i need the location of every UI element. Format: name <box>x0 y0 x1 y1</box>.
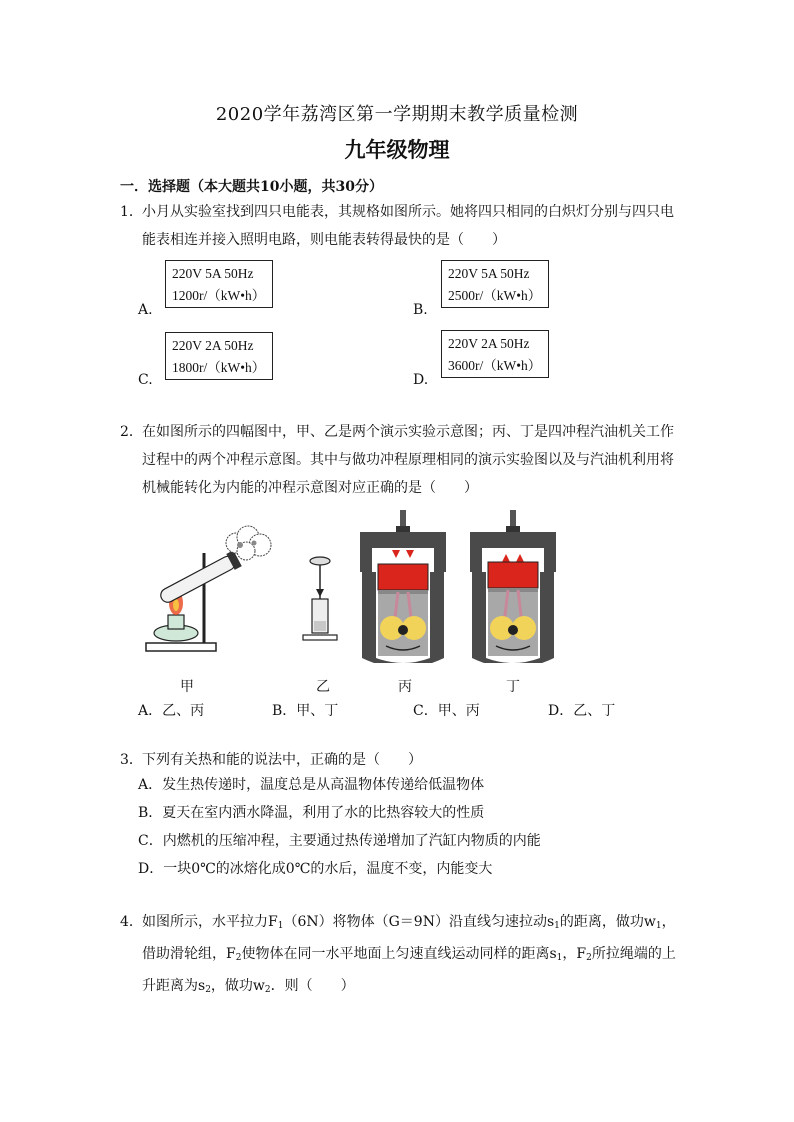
option-letter-a: A. <box>138 302 153 318</box>
figure-jia-cloud <box>218 523 278 563</box>
option-letter-d: D. <box>413 372 429 388</box>
answer-option-a: A．乙、丙 <box>138 703 205 719</box>
option-letter-c: C. <box>138 372 153 388</box>
meter-rating: 220V 5A 50Hz <box>172 266 254 281</box>
exam-subtitle: 九年级物理 <box>344 137 450 162</box>
meter-rating: 220V 2A 50Hz <box>448 336 530 351</box>
meter-rating: 220V 2A 50Hz <box>172 338 254 353</box>
meter-constant: 3600r/（kW•h） <box>448 358 542 373</box>
question-text: 机械能转化为内能的冲程示意图对应正确的是（ ） <box>142 480 478 496</box>
question-number: 2． <box>120 424 143 440</box>
meter-constant: 2500r/（kW•h） <box>448 288 542 303</box>
figure-bing-engine <box>356 508 451 663</box>
question-2 <box>120 418 680 502</box>
meter-constant: 1200r/（kW•h） <box>172 288 266 303</box>
choice-d: D．一块0℃的冰熔化成0℃的水后，温度不变，内能变大 <box>138 861 493 877</box>
answer-option-b: B．甲、丁 <box>272 703 339 719</box>
question-text: 过程中的两个冲程示意图。其中与做功冲程原理相同的演示实验图以及与汽油机利用将 <box>142 452 674 468</box>
figure-yi-compressor <box>295 555 345 645</box>
q4-text: 2 <box>586 953 592 963</box>
q4-text: 1 <box>554 921 560 931</box>
q4-text: 借助滑轮组，F <box>142 946 236 962</box>
question-text: 能表相连并接入照明电路，则电能表转得最快的是（ ） <box>142 232 506 248</box>
q4-text: 1 <box>556 953 563 963</box>
figure-ding-engine <box>466 508 561 663</box>
q4-text: 1 <box>277 921 284 931</box>
question-4 <box>120 908 680 1004</box>
section-heading: 一．选择题（本大题共10小题，共30分） <box>120 179 383 195</box>
answer-option-d: D．乙、丁 <box>548 703 616 719</box>
choice-b: B．夏天在室内洒水降温，利用了水的比热容较大的性质 <box>138 805 485 821</box>
choice-a: A．发生热传递时，温度总是从高温物体传递给低温物体 <box>138 777 485 793</box>
q4-text: （6N）将物体（G＝9N）沿直线匀速拉动s <box>283 914 555 930</box>
q4-text: 2 <box>205 985 211 995</box>
q4-text: ，做功w <box>210 978 265 994</box>
choice-c: C．内燃机的压缩冲程，主要通过热传递增加了汽缸内物质的内能 <box>138 833 541 849</box>
q4-text: ．则（ ） <box>270 978 355 994</box>
q4-text: 升距离为s <box>142 978 206 994</box>
question-text: 下列有关热和能的说法中，正确的是（ ） <box>142 752 422 768</box>
exam-title: 2020学年荔湾区第一学期期末教学质量检测 <box>215 104 579 125</box>
question-1 <box>120 198 680 254</box>
question-text: 小月从实验室找到四只电能表，其规格如图所示。她将四只相同的白炽灯分别与四只电 <box>142 204 674 220</box>
q4-text: 2 <box>235 953 242 963</box>
meter-label-d <box>441 330 549 378</box>
meter-label-b <box>441 260 549 308</box>
q4-text: ， <box>661 914 676 930</box>
question-number: 4． <box>120 914 143 930</box>
q4-text: 所拉绳端的上 <box>591 946 676 962</box>
question-number: 1． <box>120 204 143 220</box>
figure-label-bing: 丙 <box>398 679 412 695</box>
meter-label-a <box>165 260 273 308</box>
q4-text: ，F <box>562 946 587 962</box>
q4-text: 使物体在同一水平地面上匀速直线运动同样的距离s <box>241 946 557 962</box>
q4-text: 如图所示，水平拉力F <box>142 914 278 930</box>
figure-label-jia: 甲 <box>180 679 194 695</box>
figure-label-yi: 乙 <box>316 679 330 695</box>
question-number: 3． <box>120 752 143 768</box>
meter-constant: 1800r/（kW•h） <box>172 360 266 375</box>
meter-label-c <box>165 332 273 380</box>
q4-text: 1 <box>655 921 662 931</box>
q4-text: 2 <box>264 985 271 995</box>
meter-rating: 220V 5A 50Hz <box>448 266 530 281</box>
option-letter-b: B. <box>413 302 428 318</box>
answer-option-c: C．甲、丙 <box>413 703 480 719</box>
figure-label-ding: 丁 <box>506 679 520 695</box>
q4-text: 的距离，做功w <box>559 914 656 930</box>
question-text: 在如图所示的四幅图中，甲、乙是两个演示实验示意图；丙、丁是四冲程汽油机关工作 <box>142 424 674 440</box>
question-3 <box>120 746 680 774</box>
